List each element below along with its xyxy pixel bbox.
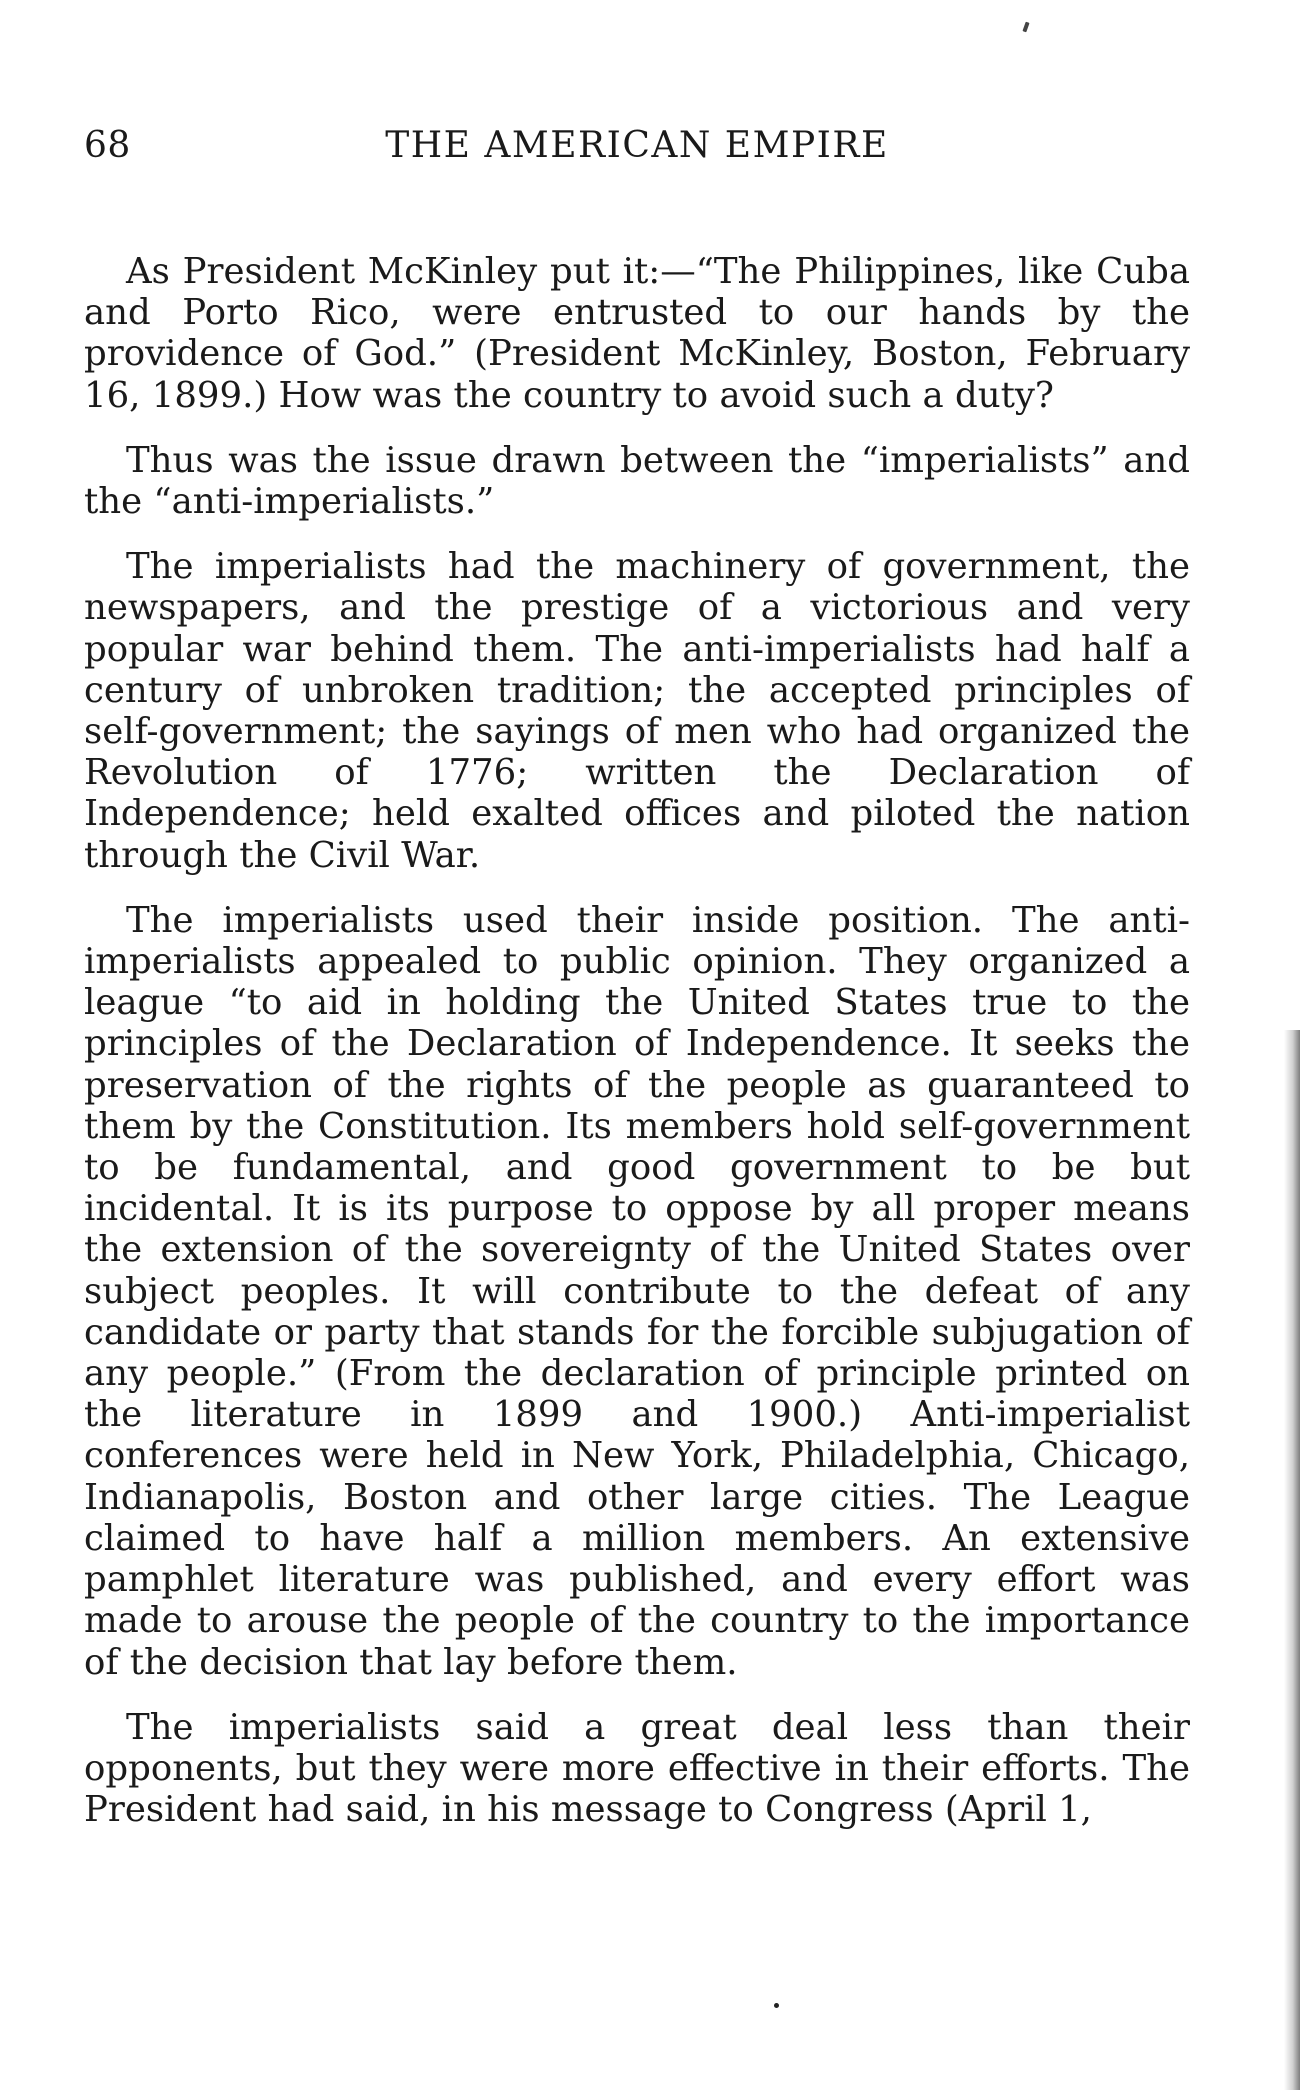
running-head xyxy=(84,125,1190,175)
paragraph-issue-drawn: Thus was the issue drawn between the “imperialists” and the “anti-imperialists.” xyxy=(84,439,1190,523)
paragraph-league: The imperialists used their inside position. The anti-imperialists appealed to public opinion. They organized a league “to aid in holding the United States true to the principles of the Declaration of Independence. It seeks the preservation of the rights of the people as guaranteed to them by the Constitution. Its members hold self-government to be fundamental, and good government to be but incidental. It is its purpose to oppose by all proper means the extension of the sovereignty of the United States over subject peoples. It will contribute to the defeat of any candidate or party that stands for the forcible subjugation of any people.” (From the declaration of principle printed on the literature in 1899 and 1900.) Anti-imperialist conferences were held in New York, Philadelphia, Chicago, Indianapolis, Boston and other large cities. The League claimed to have half a million members. An extensive pamphlet literature was published, and every effort was made to arouse the people of the country to the importance of the decision that lay before them. xyxy=(84,899,1190,1683)
paragraph-machinery: The imperialists had the machinery of government, the newspapers, and the prestige of a victorious and very popular war behind them. The anti-imperialists had half a century of unbroken tradition; the accepted principles of self-government; the sayings of men who had organized the Revolution of 1776; written the Declaration of Independence; held exalted offices and piloted the nation through the Civil War. xyxy=(84,546,1190,876)
paragraph-president-message: The imperialists said a great deal less than their opponents, but they were more effective in their efforts. The President had said, in his message to Congress (April 1, xyxy=(84,1706,1190,1831)
running-title: THE AMERICAN EMPIRE xyxy=(385,125,889,166)
page-edge-shadow xyxy=(1284,1030,1300,2090)
pencil-mark-top xyxy=(1022,22,1029,33)
page-number: 68 xyxy=(84,125,131,166)
body-text xyxy=(84,251,1190,1854)
paragraph-mckinley-quote: As President McKinley put it:—“The Philippines, like Cuba and Porto Rico, were entrusted to our hands by the providence of God.” (President McKinley, Boston, February 16, 1899.) How was the country to avoid such a duty? xyxy=(84,251,1190,416)
ink-speck-bottom xyxy=(774,2003,779,2008)
